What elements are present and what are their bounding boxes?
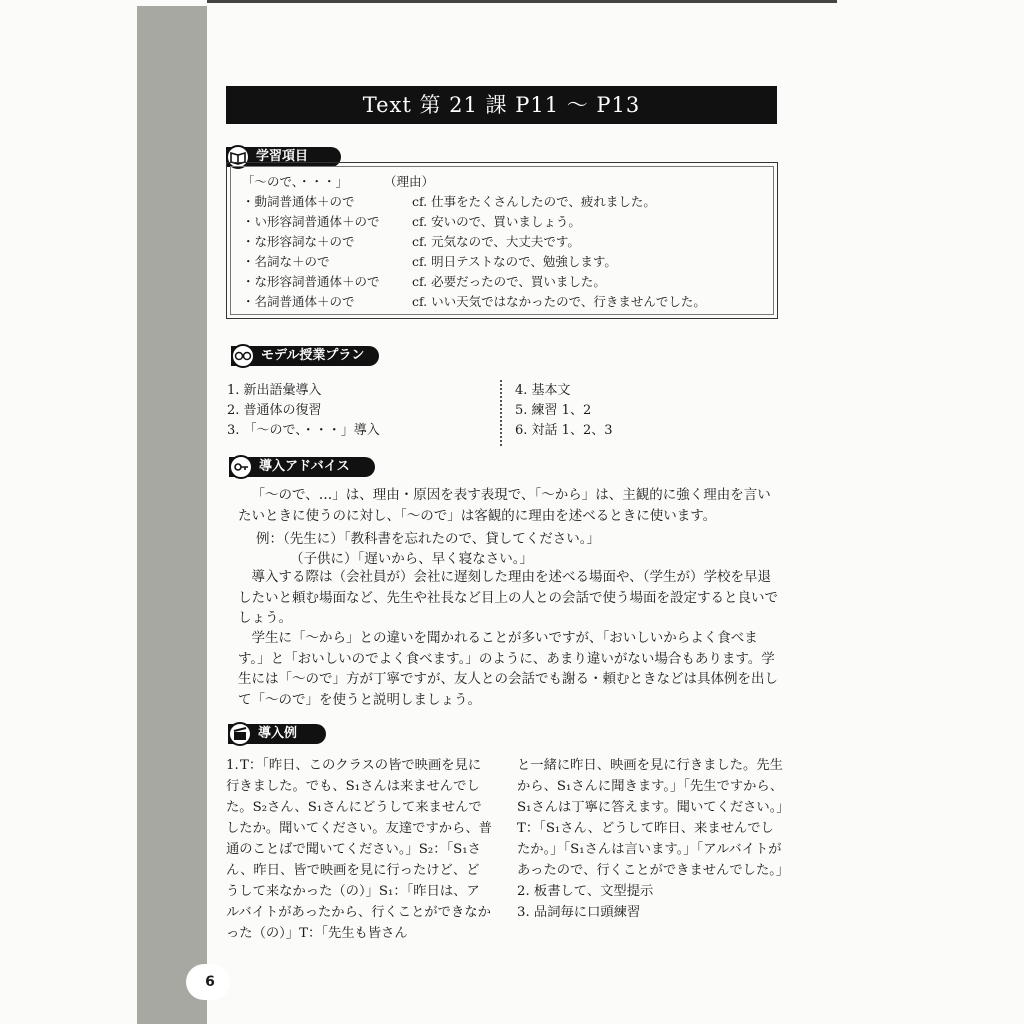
grammar-form: ・な形容詞な＋ので bbox=[242, 234, 355, 249]
intro-example-left-column bbox=[226, 755, 492, 944]
grammar-example: cf. 元気なので、大丈夫です。 bbox=[412, 234, 580, 249]
advice-paragraph-3: 学生に「～から」との違いを聞かれることが多いですが、「おいしいからよく食べます。」と「おいしいのでよく食べます。」のように、あまり違いがない場合もあります。学生には「～ので」方が丁寧ですが、友人との会話でも謝る・頼むときなどは具体例を出して「～ので」を使うと説明しましょう。 bbox=[238, 630, 778, 708]
page-number: 6 bbox=[186, 964, 230, 1000]
advice-paragraph-1: 「～ので、…」は、理由・原因を表す表現で、「～から」は、主観的に強く理由を言いたいときに使うのに対し、「～ので」は客観的に理由を述べるときに使います。 bbox=[238, 487, 771, 524]
grammar-form: ・い形容詞普通体＋ので bbox=[242, 214, 380, 229]
grammar-example: cf. 安いので、買いましょう。 bbox=[412, 214, 581, 229]
grammar-pattern: 「～ので、・・・」 （理由） bbox=[242, 174, 435, 189]
intro-step-3: 3. 品詞毎に口頭練習 bbox=[517, 905, 641, 920]
grammar-example: cf. 仕事をたくさんしたので、疲れました。 bbox=[412, 194, 656, 209]
page-margin-strip bbox=[137, 6, 207, 1024]
advice-example-2: （子供に）「遅いから、早く寝なさい。」 bbox=[290, 551, 533, 567]
plan-item: 4. 基本文 bbox=[515, 383, 571, 398]
grammar-form: ・な形容詞普通体＋ので bbox=[242, 274, 380, 289]
glasses-icon bbox=[231, 344, 255, 368]
grammar-example: cf. 明日テストなので、勉強します。 bbox=[412, 254, 617, 269]
grammar-example: cf. いい天気ではなかったので、行きませんでした。 bbox=[412, 294, 706, 309]
clapperboard-icon bbox=[228, 722, 252, 746]
intro-step-2: 2. 板書して、文型提示 bbox=[517, 884, 654, 899]
plan-item: 6. 対話 1、2、3 bbox=[515, 423, 613, 438]
intro-example-label: 導入例 bbox=[228, 724, 326, 744]
intro-dialogue-part-1: T：「昨日、このクラスの皆で映画を見に行きました。でも、S₁さんは来ませんでした。S₂さん、S₁さんにどうして来ませんでしたか。聞いてください。友達ですから、普通のことばで聞いてください。」S₂：「S₁さん、昨日、皆で映画を見に行ったけど、どうして来なかった（の）」S₁：「昨日は、アルバイトがあったから、行くことができなかった（の）」T：「先生も皆さん bbox=[226, 758, 492, 941]
grammar-form: ・名詞普通体＋ので bbox=[242, 294, 355, 309]
plan-item: 5. 練習 1、2 bbox=[515, 403, 592, 418]
advice-example-1: 例：（先生に）「教科書を忘れたので、貸してください。」 bbox=[256, 531, 600, 547]
intro-item-number: 1. bbox=[226, 758, 239, 773]
grammar-form: ・動詞普通体＋ので bbox=[242, 194, 355, 209]
grammar-example: cf. 必要だったので、買いました。 bbox=[412, 274, 606, 289]
key-icon bbox=[229, 455, 253, 479]
plan-item: 3. 「～ので、・・・」導入 bbox=[227, 423, 380, 438]
model-plan-label: モデル授業プラン bbox=[231, 346, 379, 366]
grammar-points-label: 学習項目 bbox=[226, 147, 341, 167]
lesson-title: Text 第 21 課 P11 ～ P13 bbox=[226, 86, 777, 124]
plan-divider bbox=[500, 380, 502, 446]
intro-example-right-column bbox=[517, 755, 790, 923]
advice-paragraph-2: 導入する際は（会社員が）会社に遅刻した理由を述べる場面や、（学生が）学校を早退したいと頼む場面など、先生や社長など目上の人との会話で使う場面を設定すると良いでしょう。 bbox=[238, 569, 778, 626]
advice-label: 導入アドバイス bbox=[229, 457, 375, 477]
top-rule bbox=[207, 0, 837, 3]
plan-item: 2. 普通体の復習 bbox=[227, 403, 322, 418]
plan-item: 1. 新出語彙導入 bbox=[227, 383, 322, 398]
intro-dialogue-part-2: と一緒に昨日、映画を見に行きました。先生から、S₁さんに聞きます。」「先生ですから、S₁さんは丁寧に答えます。聞いてください。」T：「S₁さん、どうして昨日、来ませんでしたか。」「S₁さんは言います。」「アルバイトがあったので、行くことができませんでした。」 bbox=[517, 758, 790, 878]
grammar-form: ・名詞な＋ので bbox=[242, 254, 330, 269]
